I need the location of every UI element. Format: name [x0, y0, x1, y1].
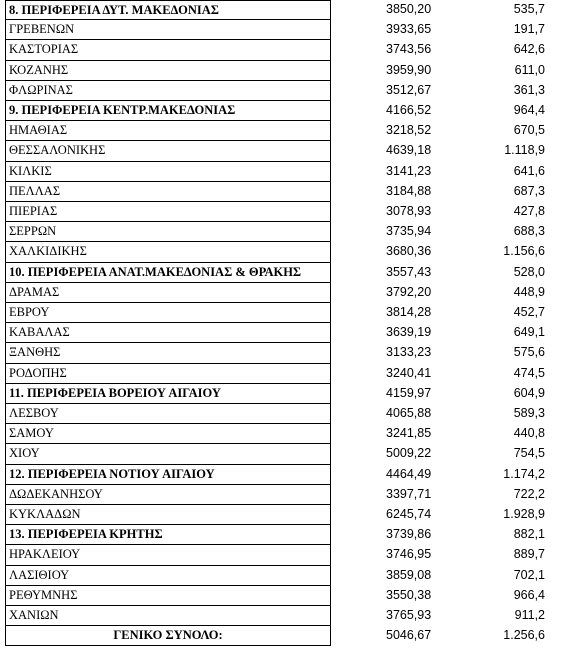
value2-cell: 882,1 — [513, 527, 545, 542]
value2-cell: 611,0 — [514, 62, 545, 77]
table-row — [0, 303, 565, 323]
value2-cell: 964,4 — [513, 103, 545, 117]
value1-cell: 4166,52 — [386, 103, 432, 117]
table-row — [0, 404, 565, 424]
value2-cell: 1.256,6 — [503, 628, 545, 643]
value1-cell: 3133,23 — [386, 345, 432, 360]
value2-cell: 754,5 — [513, 446, 545, 461]
table-row — [0, 364, 565, 384]
name-cell: 12. ΠΕΡΙΦΕΡΕΙΑ ΝΟΤΙΟΥ ΑΙΓΑΙΟΥ — [5, 465, 331, 485]
table-row — [0, 545, 565, 565]
name-cell: 11. ΠΕΡΙΦΕΡΕΙΑ ΒΟΡΕΙΟΥ ΑΙΓΑΙΟΥ — [5, 384, 331, 404]
table-row — [0, 141, 565, 161]
value1-cell: 3680,36 — [386, 244, 432, 259]
value2-cell: 528,0 — [513, 264, 545, 279]
region-row — [0, 525, 565, 545]
table-row — [0, 40, 565, 60]
table-row — [0, 323, 565, 343]
value1-cell: 4464,49 — [386, 466, 432, 481]
name-cell: ΕΒΡΟΥ — [5, 303, 331, 323]
table-row — [0, 485, 565, 505]
region-row — [0, 0, 565, 20]
value2-cell: 688,3 — [513, 224, 545, 239]
value2-cell: 191,7 — [513, 22, 545, 37]
value1-cell: 3512,67 — [386, 82, 432, 97]
value1-cell: 5009,22 — [386, 446, 432, 461]
value1-cell: 3859,08 — [386, 567, 432, 582]
value1-cell: 3933,65 — [386, 22, 432, 37]
name-cell: ΧΑΝΙΩΝ — [5, 606, 331, 626]
value1-cell: 3240,41 — [386, 365, 432, 380]
name-cell: 13. ΠΕΡΙΦΕΡΕΙΑ ΚΡΗΤΗΣ — [5, 525, 331, 545]
name-cell: ΠΙΕΡΙΑΣ — [5, 202, 331, 222]
value1-cell: 5046,67 — [386, 628, 432, 643]
name-cell: ΓΡΕΒΕΝΩΝ — [5, 20, 331, 40]
table-row — [0, 162, 565, 182]
table-row — [0, 121, 565, 141]
value2-cell: 575,6 — [513, 345, 545, 360]
value1-cell: 3743,56 — [386, 42, 432, 57]
name-cell: ΡΕΘΥΜΝΗΣ — [5, 586, 331, 606]
value1-cell: 3735,94 — [386, 224, 432, 239]
value2-cell: 670,5 — [513, 123, 545, 138]
value1-cell: 3959,90 — [386, 62, 432, 77]
region-row — [0, 384, 565, 404]
name-cell: ΔΡΑΜΑΣ — [5, 283, 331, 303]
table-row — [0, 20, 565, 40]
name-cell: 9. ΠΕΡΙΦΕΡΕΙΑ ΚΕΝΤΡ.ΜΑΚΕΔΟΝΙΑΣ — [5, 101, 331, 121]
name-cell: ΡΟΔΟΠΗΣ — [5, 364, 331, 384]
name-cell: ΚΟΖΑΝΗΣ — [5, 61, 331, 81]
value1-cell: 3850,20 — [386, 2, 432, 16]
value2-cell: 589,3 — [513, 406, 545, 420]
value1-cell: 3078,93 — [386, 204, 432, 218]
table-row — [0, 283, 565, 303]
table-row — [0, 222, 565, 242]
value2-cell: 649,1 — [513, 325, 545, 340]
value1-cell: 3746,95 — [386, 547, 432, 562]
name-cell: ΚΑΒΑΛΑΣ — [5, 323, 331, 343]
table-row — [0, 343, 565, 363]
value2-cell: 452,7 — [513, 305, 545, 319]
table-row — [0, 424, 565, 444]
table-row — [0, 81, 565, 101]
region-row — [0, 263, 565, 283]
value1-cell: 3765,93 — [386, 608, 432, 622]
value2-cell: 641,6 — [513, 163, 545, 178]
total-row — [0, 626, 565, 646]
value2-cell: 361,3 — [513, 82, 545, 97]
value2-cell: 604,9 — [513, 385, 545, 400]
value1-cell: 3639,19 — [386, 325, 432, 340]
value1-cell: 3739,86 — [386, 527, 432, 542]
value1-cell: 3241,85 — [386, 426, 432, 441]
value1-cell: 3792,20 — [386, 284, 432, 299]
region-row — [0, 101, 565, 121]
name-cell: ΣΑΜΟΥ — [5, 424, 331, 444]
value2-cell: 448,9 — [513, 284, 545, 299]
table-row — [0, 61, 565, 81]
region-row — [0, 465, 565, 485]
value2-cell: 702,1 — [513, 567, 545, 582]
value2-cell: 1.118,9 — [504, 143, 545, 158]
table-row — [0, 182, 565, 202]
table-row — [0, 444, 565, 464]
value2-cell: 535,7 — [513, 2, 545, 16]
name-cell: ΚΙΛΚΙΣ — [5, 162, 331, 182]
table-row — [0, 586, 565, 606]
name-cell: ΞΑΝΘΗΣ — [5, 343, 331, 363]
name-cell: ΚΑΣΤΟΡΙΑΣ — [5, 40, 331, 60]
table-row — [0, 606, 565, 626]
table-row — [0, 505, 565, 525]
name-cell: ΧΙΟΥ — [5, 444, 331, 464]
value1-cell: 6245,74 — [386, 507, 432, 521]
value2-cell: 642,6 — [513, 42, 545, 57]
name-cell: ΔΩΔΕΚΑΝΗΣΟΥ — [5, 485, 331, 505]
name-cell: ΗΡΑΚΛΕΙΟΥ — [5, 545, 331, 565]
name-cell: ΓΕΝΙΚΟ ΣΥΝΟΛΟ: — [5, 626, 331, 646]
value1-cell: 3218,52 — [386, 123, 432, 138]
name-cell: ΘΕΣΣΑΛΟΝΙΚΗΣ — [5, 141, 331, 161]
value1-cell: 4639,18 — [386, 143, 432, 158]
value1-cell: 3141,23 — [386, 163, 432, 178]
name-cell: ΛΕΣΒΟΥ — [5, 404, 331, 424]
name-cell: ΣΕΡΡΩΝ — [5, 222, 331, 242]
value2-cell: 1.156,6 — [503, 244, 545, 259]
value1-cell: 3550,38 — [386, 587, 432, 602]
name-cell: ΛΑΣΙΘΙΟΥ — [5, 566, 331, 586]
value1-cell: 3184,88 — [386, 183, 432, 198]
table-row — [0, 566, 565, 586]
table-row — [0, 242, 565, 262]
value1-cell: 3814,28 — [386, 305, 432, 319]
name-cell: ΚΥΚΛΑΔΩΝ — [5, 505, 331, 525]
name-cell: 10. ΠΕΡΙΦΕΡΕΙΑ ΑΝΑΤ.ΜΑΚΕΔΟΝΙΑΣ & ΘΡΑΚΗΣ — [5, 263, 331, 283]
value2-cell: 1.174,2 — [503, 466, 545, 481]
value2-cell: 687,3 — [513, 183, 545, 198]
value1-cell: 4159,97 — [386, 385, 432, 400]
value2-cell: 1.928,9 — [503, 507, 545, 521]
value1-cell: 4065,88 — [386, 406, 432, 420]
name-cell: ΗΜΑΘΙΑΣ — [5, 121, 331, 141]
value2-cell: 474,5 — [513, 365, 545, 380]
value1-cell: 3397,71 — [386, 486, 432, 501]
value2-cell: 722,2 — [513, 486, 545, 501]
value2-cell: 427,8 — [513, 204, 545, 218]
name-cell: 8. ΠΕΡΙΦΕΡΕΙΑ ΔΥΤ. ΜΑΚΕΔΟΝΙΑΣ — [5, 0, 331, 20]
value1-cell: 3557,43 — [386, 264, 432, 279]
name-cell: ΦΛΩΡΙΝΑΣ — [5, 81, 331, 101]
value2-cell: 911,2 — [514, 608, 545, 622]
value2-cell: 440,8 — [513, 426, 545, 441]
name-cell: ΠΕΛΛΑΣ — [5, 182, 331, 202]
value2-cell: 966,4 — [513, 587, 545, 602]
table-row — [0, 202, 565, 222]
name-cell: ΧΑΛΚΙΔΙΚΗΣ — [5, 242, 331, 262]
value2-cell: 889,7 — [513, 547, 545, 562]
